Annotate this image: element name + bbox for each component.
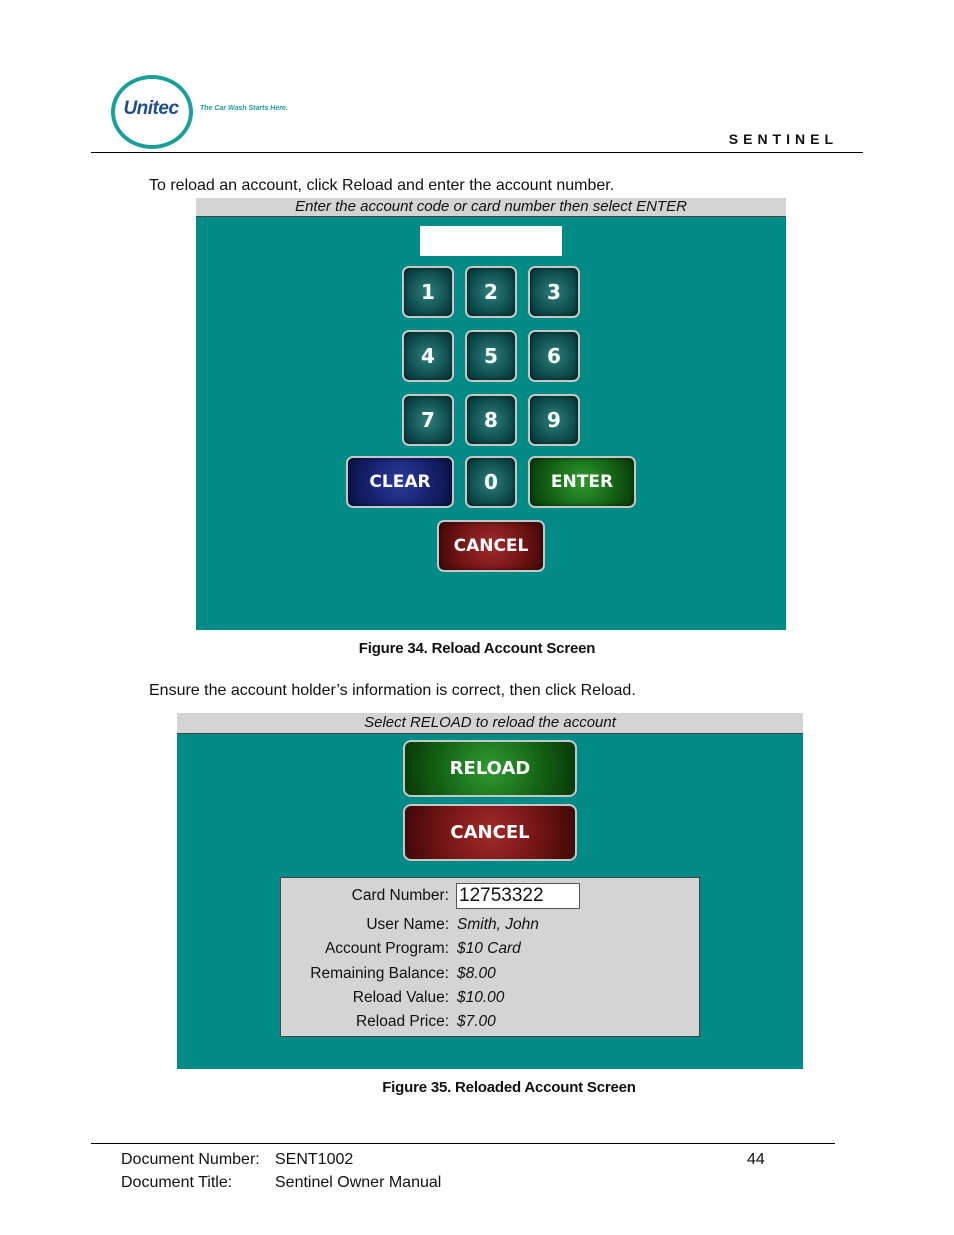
remaining-balance-value: $8.00 [457, 965, 496, 982]
page-number: 44 [747, 1151, 765, 1168]
user-name-value: Smith, John [457, 916, 539, 933]
card-number-field[interactable]: 12753322 [456, 883, 580, 909]
key-0[interactable]: 0 [465, 456, 517, 508]
screen-prompt-bar: Select RELOAD to reload the account [177, 713, 803, 734]
section1-intro: To reload an account, click Reload and enter the account number. [149, 177, 615, 194]
reload-value-value: $10.00 [457, 989, 505, 1006]
enter-button[interactable]: ENTER [528, 456, 636, 508]
logo-text: Unitec [123, 98, 179, 119]
logo-tagline: The Car Wash Starts Here. [200, 105, 288, 112]
key-1[interactable]: 1 [402, 266, 454, 318]
clear-button[interactable]: CLEAR [346, 456, 454, 508]
card-number-label: Card Number: [351, 887, 449, 904]
screen-prompt-bar: Enter the account code or card number then select ENTER [196, 198, 786, 217]
doc-title-label: Document Title: [121, 1174, 233, 1191]
footer-divider [91, 1143, 835, 1144]
reload-value-label: Reload Value: [352, 989, 449, 1006]
key-8[interactable]: 8 [465, 394, 517, 446]
reload-account-screen [196, 198, 786, 630]
reload-button[interactable]: RELOAD [403, 740, 577, 797]
account-entry-field[interactable] [420, 226, 562, 256]
account-info-panel [280, 877, 700, 1037]
key-4[interactable]: 4 [402, 330, 454, 382]
doc-number-label: Document Number: [121, 1151, 260, 1168]
account-program-value: $10 Card [457, 940, 521, 957]
reloaded-account-screen [177, 713, 803, 1069]
doc-title: Sentinel Owner Manual [275, 1174, 442, 1191]
remaining-balance-label: Remaining Balance: [310, 965, 449, 982]
figure-35-caption: Figure 35. Reloaded Account Screen [382, 1079, 636, 1096]
key-6[interactable]: 6 [528, 330, 580, 382]
key-5[interactable]: 5 [465, 330, 517, 382]
figure-34-caption: Figure 34. Reload Account Screen [358, 640, 596, 657]
reload-price-value: $7.00 [457, 1013, 496, 1030]
account-program-label: Account Program: [324, 940, 449, 957]
reload-price-label: Reload Price: [355, 1013, 449, 1030]
section2-intro: Ensure the account holder’s information is correct, then click Reload. [149, 682, 636, 699]
key-3[interactable]: 3 [528, 266, 580, 318]
doc-number: SENT1002 [275, 1151, 354, 1168]
header-divider [91, 152, 863, 153]
key-2[interactable]: 2 [465, 266, 517, 318]
user-name-label: User Name: [366, 916, 449, 933]
key-7[interactable]: 7 [402, 394, 454, 446]
cancel-button[interactable]: CANCEL [403, 804, 577, 861]
key-9[interactable]: 9 [528, 394, 580, 446]
header-title: SENTINEL [728, 131, 838, 147]
cancel-button[interactable]: CANCEL [437, 520, 545, 572]
